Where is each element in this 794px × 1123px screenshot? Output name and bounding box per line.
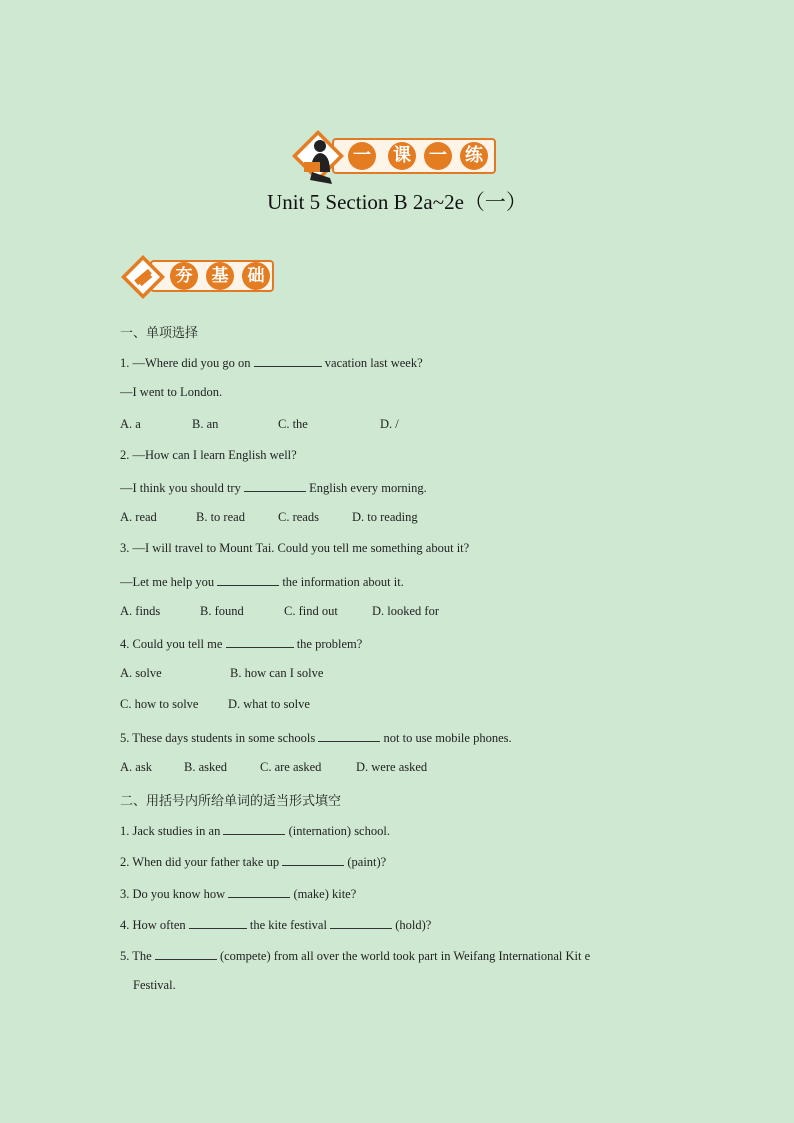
q2-option-c: C. reads <box>278 510 319 524</box>
q3-text-post: the information about it. <box>282 575 404 589</box>
fill-question-1 <box>120 822 390 839</box>
q4-options-row2 <box>120 697 520 713</box>
f2-text-post: (paint)? <box>347 855 387 869</box>
f2-blank <box>282 853 344 866</box>
f1-blank <box>223 822 285 835</box>
badge-char-3: 础 <box>242 262 270 290</box>
q4-options-row1 <box>120 666 520 682</box>
q5-blank <box>318 729 380 742</box>
q4-option-d: D. what to solve <box>228 697 310 711</box>
q1-text-post: vacation last week? <box>324 356 423 370</box>
f3-text-pre: 3. Do you know how <box>120 887 226 901</box>
q3-stem: 3. —I will travel to Mount Tai. Could you tell me something about it? <box>120 541 470 555</box>
f4-blank-2 <box>330 916 392 929</box>
q3-text-pre: —Let me help you <box>120 575 215 589</box>
badge-char-2: 基 <box>206 262 234 290</box>
f3-blank <box>228 885 290 898</box>
q1-option-a: A. a <box>120 417 141 431</box>
f1-text-post: (internation) school. <box>288 824 390 838</box>
q1-option-c: C. the <box>278 417 308 431</box>
part1-heading: 一、单项选择 <box>120 326 199 341</box>
part2-heading: 二、用括号内所给单词的适当形式填空 <box>120 794 342 809</box>
question-2 <box>120 479 427 496</box>
q4-option-c: C. how to solve <box>120 697 199 711</box>
q1-reply: —I went to London. <box>120 385 223 399</box>
q5-option-a: A. ask <box>120 760 152 774</box>
banner-char-3: 一 <box>424 142 452 170</box>
q3-option-d: D. looked for <box>372 604 439 618</box>
q4-blank <box>226 635 294 648</box>
f4-blank-1 <box>189 916 247 929</box>
q2-options <box>120 510 520 526</box>
q5-text-post: not to use mobile phones. <box>383 731 512 745</box>
q5-option-d: D. were asked <box>356 760 428 774</box>
q1-options <box>120 417 520 433</box>
section-badge <box>120 254 280 300</box>
q3-option-b: B. found <box>200 604 244 618</box>
q1-option-b: B. an <box>192 417 219 431</box>
f5-text-pre: 5. The <box>120 949 152 963</box>
q3-option-c: C. find out <box>284 604 338 618</box>
q1-text-pre: 1. —Where did you go on <box>120 356 251 370</box>
banner-char-2: 课 <box>388 142 416 170</box>
q3-blank <box>217 573 279 586</box>
header-banner <box>290 128 500 186</box>
q1-blank <box>254 354 322 367</box>
q3-options <box>120 604 520 620</box>
q2-option-d: D. to reading <box>352 510 418 524</box>
q4-option-a: A. solve <box>120 666 162 680</box>
f5-blank <box>155 947 217 960</box>
f4-text-mid: the kite festival <box>249 918 327 932</box>
question-4 <box>120 635 362 652</box>
q4-text-post: the problem? <box>296 637 363 651</box>
q2-stem: 2. —How can I learn English well? <box>120 448 297 462</box>
question-1 <box>120 354 423 371</box>
fill-question-5 <box>120 947 590 964</box>
q2-text-pre: —I think you should try <box>120 481 241 495</box>
f5-continuation: Festival. <box>133 978 176 992</box>
q5-text-pre: 5. These days students in some schools <box>120 731 316 745</box>
pencil-ruler-icon <box>120 254 166 300</box>
badge-char-1: 夯 <box>170 262 198 290</box>
fill-question-4 <box>120 916 431 933</box>
f5-text-post: (compete) from all over the world took part in Weifang International Kit e <box>219 949 591 963</box>
q5-options <box>120 760 520 776</box>
q2-blank <box>244 479 306 492</box>
f3-text-post: (make) kite? <box>293 887 357 901</box>
fill-question-3 <box>120 885 356 902</box>
page-title: Unit 5 Section B 2a~2e（一） <box>267 190 527 214</box>
q2-option-a: A. read <box>120 510 157 524</box>
q2-option-b: B. to read <box>196 510 245 524</box>
question-3 <box>120 573 404 590</box>
fill-question-2 <box>120 853 386 870</box>
q5-option-b: B. asked <box>184 760 228 774</box>
q3-option-a: A. finds <box>120 604 161 618</box>
q5-option-c: C. are asked <box>260 760 322 774</box>
q4-text-pre: 4. Could you tell me <box>120 637 223 651</box>
q4-option-b: B. how can I solve <box>230 666 324 680</box>
q2-text-post: English every morning. <box>309 481 427 495</box>
f4-text-pre: 4. How often <box>120 918 186 932</box>
f1-text-pre: 1. Jack studies in an <box>120 824 221 838</box>
banner-char-1: 一 <box>348 142 376 170</box>
q1-option-d: D. / <box>380 417 399 431</box>
banner-char-4: 练 <box>460 142 488 170</box>
student-reading-icon <box>290 128 346 186</box>
question-5 <box>120 729 512 746</box>
f4-text-post: (hold)? <box>395 918 432 932</box>
f2-text-pre: 2. When did your father take up <box>120 855 280 869</box>
